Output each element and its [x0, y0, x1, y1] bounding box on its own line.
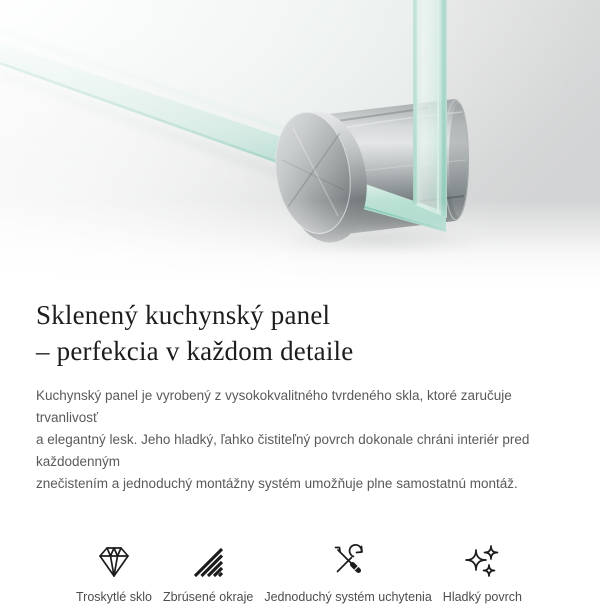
feature-item-tempered-glass: [76, 541, 152, 604]
title-line-2: – perfekcia v každom detaile: [36, 336, 354, 366]
diamond-icon: [95, 541, 133, 581]
title-line-1: Sklenený kuchynský panel: [36, 300, 331, 330]
paragraph-line: znečistením a jednoduchý montážny systém umožňuje plne samostatnú montáž.: [36, 476, 518, 491]
product-photo: [0, 0, 600, 285]
tools-icon: [329, 541, 367, 581]
bevel-stripes-icon: [189, 541, 227, 581]
page-title: [36, 297, 564, 369]
feature-label: Zbrúsené okraje: [162, 590, 254, 604]
feature-label: Jednoduchý systém uchytenia: [264, 590, 432, 604]
feature-label: Hladký povrch: [442, 590, 522, 604]
feature-item-mounting-system: [264, 541, 431, 604]
content-section: [0, 297, 600, 604]
sparkles-icon: [463, 541, 501, 581]
paragraph-line: a elegantný lesk. Jeho hladký, ľahko čistiteľný povrch dokonale chráni interiér pred každodenným: [36, 432, 530, 469]
feature-label: Troskytlé sklo: [76, 590, 152, 604]
feature-item-ground-edges: [163, 541, 253, 604]
paragraph-line: Kuchynský panel je vyrobený z vysokokvalitného tvrdeného skla, ktoré zaručuje trvanlivosť: [36, 388, 512, 425]
feature-item-smooth-surface: [443, 541, 522, 604]
glass-standoff-photo: [0, 0, 600, 285]
description-paragraph: [36, 385, 564, 495]
photo-bottom-fade: [0, 200, 600, 285]
feature-list: [36, 541, 564, 604]
